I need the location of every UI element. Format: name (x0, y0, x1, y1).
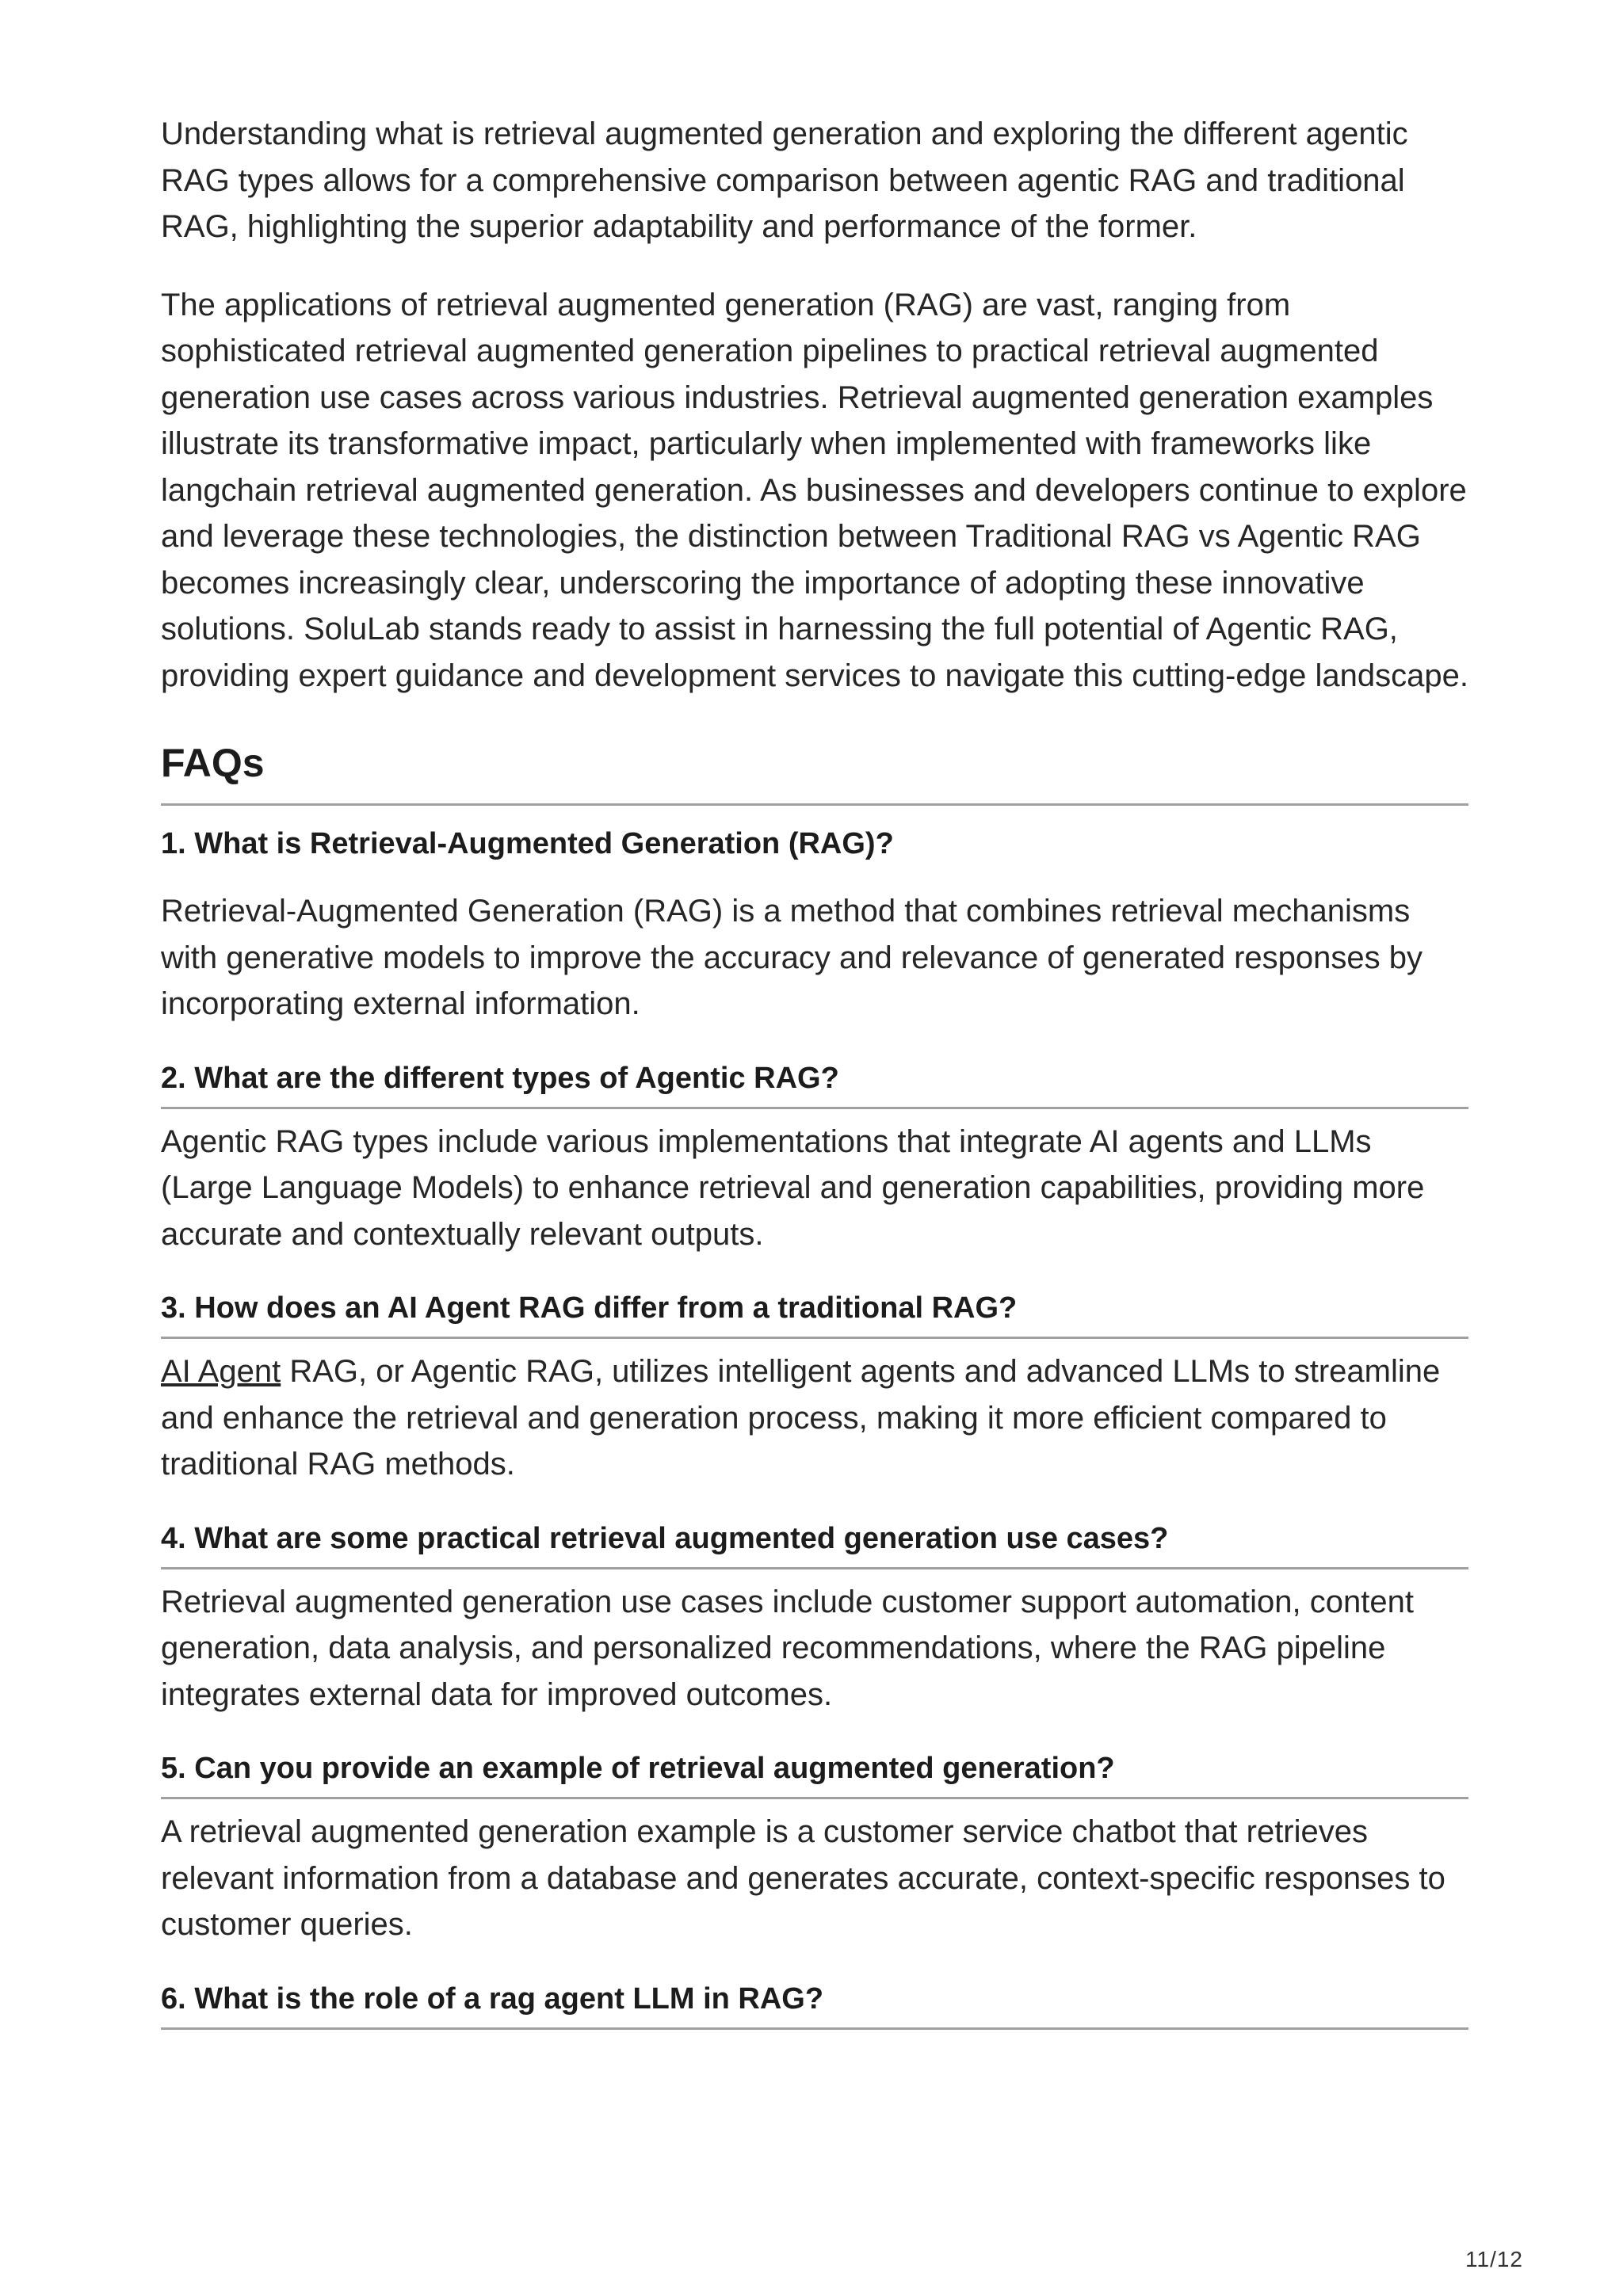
faq-item-1 (161, 806, 1468, 1039)
faq-answer-1: Retrieval-Augmented Generation (RAG) is a method that combines retrieval mechanisms with generative models to improve the accuracy and relevance of generated responses by incorporating external information. (161, 894, 1423, 1021)
faq-question-3: 3. How does an AI Agent RAG differ from a traditional RAG? (161, 1268, 1468, 1339)
faq-item-2 (161, 1039, 1468, 1269)
faq-answer-2: Agentic RAG types include various implementations that integrate AI agents and LLMs (Large Language Models) to enhance retrieval and generation capabilities, providing more accurate and contextually relevant outputs. (161, 1123, 1425, 1252)
faq-question-5: 5. Can you provide an example of retrieval augmented generation? (161, 1729, 1468, 1799)
page-number: 11/12 (1465, 2247, 1523, 2271)
faq-answer-3 (161, 1339, 1468, 1499)
faq-item-4 (161, 1499, 1468, 1730)
faq-heading: FAQs (161, 740, 1468, 806)
intro-paragraph-1: Understanding what is retrieval augmented generation and exploring the different agentic RAG types allows for a comprehensive comparison between agentic RAG and traditional RAG, highlighting the superior adaptability and performance of the former. (161, 116, 1408, 244)
faq-answer-4: Retrieval augmented generation use cases include customer support automation, content generation, data analysis, and personalized recommendations, where the RAG pipeline integrates external data for improved outcomes. (161, 1584, 1414, 1712)
faq-answer-5: A retrieval augmented generation example is a customer service chatbot that retrieves relevant information from a database and generates accurate, context-specific responses to customer queries. (161, 1814, 1445, 1942)
faq-question-4: 4. What are some practical retrieval augmented generation use cases? (161, 1499, 1468, 1569)
intro-paragraph-2: The applications of retrieval augmented generation (RAG) are vast, ranging from sophisticated retrieval augmented generation pipelines to practical retrieval augmented generation use cases across various industries. Retrieval augmented generation examples illustrate its transformative impact, particularly when implemented with frameworks like langchain retrieval augmented generation. As businesses and developers continue to explore and leverage these technologies, the distinction between Traditional RAG vs Agentic RAG becomes increasingly clear, underscoring the importance of adopting these innovative solutions. SoluLab stands ready to assist in harnessing the full potential of Agentic RAG, providing expert guidance and development services to navigate this cutting-edge landscape. (161, 287, 1468, 693)
document-body (161, 111, 1468, 2030)
faq-item-6 (161, 1959, 1468, 2030)
faq-answer-3-text: RAG, or Agentic RAG, utilizes intelligent agents and advanced LLMs to streamline and enhance the retrieval and generation process, making it more efficient compared to traditional RAG methods. (161, 1354, 1441, 1482)
faq-item-3 (161, 1268, 1468, 1499)
faq-question-6: 6. What is the role of a rag agent LLM in RAG? (161, 1959, 1468, 2030)
faq-question-2: 2. What are the different types of Agentic RAG? (161, 1039, 1468, 1109)
ai-agent-link[interactable]: AI Agent (161, 1354, 281, 1389)
faq-question-1: 1. What is Retrieval-Augmented Generation (RAG)? (161, 827, 894, 860)
faq-item-5 (161, 1729, 1468, 1959)
